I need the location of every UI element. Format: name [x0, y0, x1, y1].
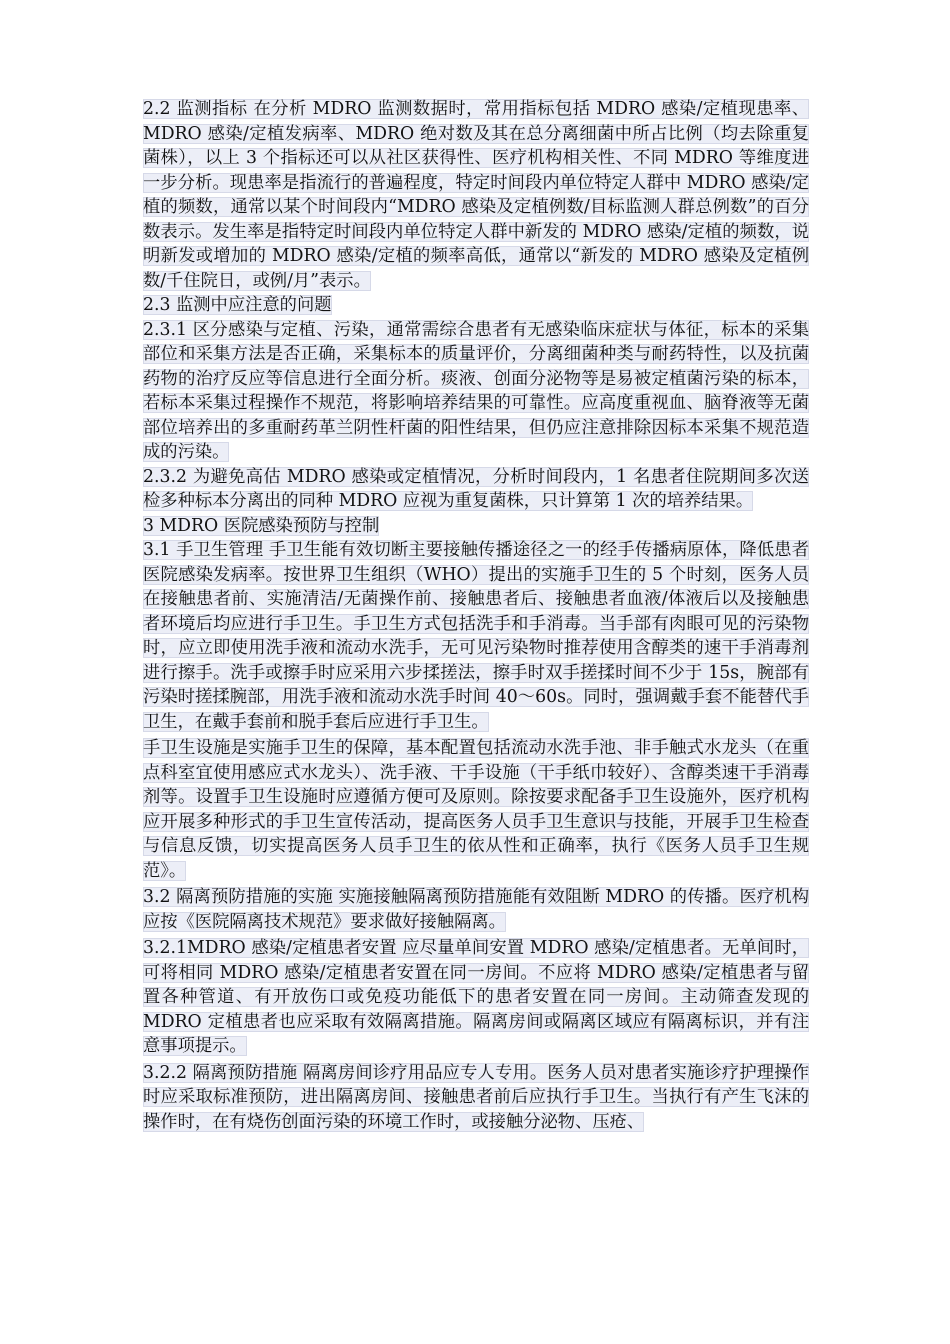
paragraph-text: 3.2.1MDRO 感染/定植患者安置 应尽量单间安置 MDRO 感染/定植患者。无单间时，可将相同 MDRO 感染/定植患者安置在同一房间。不应将 MDRO 感染/定植患者与留置各种管道、有开放伤口或免疫功能低下的患者安置在同一房间。主动筛查发现的 MDRO 定植患者也应采取有效隔离措施。隔离房间或隔离区域应有隔离标识，并有注意事项提示。 [143, 938, 809, 1056]
section-3-1-facilities-paragraph [143, 736, 809, 883]
paragraph-text: 2.2 监测指标 在分析 MDRO 监测数据时，常用指标包括 MDRO 感染/定植现患率、MDRO 感染/定植发病率、MDRO 绝对数及其在总分离细菌中所占比例（均去除重复菌株），以上 3 个指标还可以从社区获得性、医疗机构相关性、不同 MDRO 等维度进一步分析。现患率是指流行的普遍程度，特定时间段内单位特定人群中 MDRO 感染/定植的频数，通常以某个时间段内“MDRO 感染及定植例数/目标监测人群总例数”的百分数表示。发生率是指特定时间段内单位特定人群中新发的 MDRO 感染/定植的频数，说明新发或增加的 MDRO 感染/定植的频率高低，通常以“新发的 MDRO 感染及定植例数/千住院日，或例/月”表示。 [143, 99, 809, 291]
paragraph-text: 2.3.2 为避免高估 MDRO 感染或定植情况，分析时间段内，1 名患者住院期间多次送检多种标本分离出的同种 MDRO 应视为重复菌株，只计算第 1 次的培养结果。 [143, 466, 809, 511]
paragraph-text: 2.3.1 区分感染与定植、污染，通常需综合患者有无感染临床症状与体征，标本的采集部位和采集方法是否正确，采集标本的质量评价，分离细菌种类与耐药特性，以及抗菌药物的治疗反应等信息进行全面分析。痰液、创面分泌物等是易被定植菌污染的标本，若标本采集过程操作不规范，将影响培养结果的可靠性。应高度重视血、脑脊液等无菌部位培养出的多重耐药革兰阴性杆菌的阳性结果，但仍应注意排除因标本采集不规范造成的污染。 [143, 319, 809, 462]
section-2-2-paragraph [143, 97, 809, 293]
section-3-heading [143, 514, 809, 539]
paragraph-text: 3.2 隔离预防措施的实施 实施接触隔离预防措施能有效阻断 MDRO 的传播。医疗机构应按《医院隔离技术规范》要求做好接触隔离。 [143, 887, 809, 932]
document-page [143, 97, 809, 1134]
section-2-3-1-paragraph [143, 318, 809, 465]
section-2-3-2-paragraph [143, 465, 809, 514]
section-3-2-2-paragraph [143, 1061, 809, 1135]
section-3-2-1-paragraph [143, 936, 809, 1059]
paragraph-text: 3.2.2 隔离预防措施 隔离房间诊疗用品应专人专用。医务人员对患者实施诊疗护理操作时应采取标准预防，进出隔离房间、接触患者前后应执行手卫生。当执行有产生飞沫的操作时，在有烧伤创面污染的环境工作时，或接触分泌物、压疮、 [143, 1062, 809, 1132]
heading-text: 2.3 监测中应注意的问题 [143, 295, 332, 315]
paragraph-text: 手卫生设施是实施手卫生的保障，基本配置包括流动水洗手池、非手触式水龙头（在重点科室宜使用感应式水龙头）、洗手液、干手设施（干手纸巾较好）、含醇类速干手消毒剂等。设置手卫生设施时应遵循方便可及原则。除按要求配备手卫生设施外，医疗机构应开展多种形式的手卫生宣传活动，提高医务人员手卫生意识与技能，开展手卫生检查与信息反馈，切实提高医务人员手卫生的依从性和正确率，执行《医务人员手卫生规范》。 [143, 738, 809, 881]
heading-text: 3 MDRO 医院感染预防与控制 [143, 515, 380, 536]
paragraph-text: 3.1 手卫生管理 手卫生能有效切断主要接触传播途径之一的经手传播病原体，降低患者医院感染发病率。按世界卫生组织（WHO）提出的实施手卫生的 5 个时刻，医务人员在接触患者前、实施清洁/无菌操作前、接触患者后、接触患者血液/体液后以及接触患者环境后均应进行手卫生。手卫生方式包括洗手和手消毒。当手部有肉眼可见的污染物时，应立即使用洗手液和流动水洗手，无可见污染物时推荐使用含醇类的速干手消毒剂进行擦手。洗手或擦手时应采用六步揉搓法，擦手时双手搓揉时间不少于 15s，腕部有污染时搓揉腕部，用洗手液和流动水洗手时间 40～60s。同时，强调戴手套不能替代手卫生，在戴手套前和脱手套后应进行手卫生。 [143, 540, 809, 732]
section-3-2-paragraph [143, 885, 809, 934]
section-2-3-heading [143, 293, 809, 318]
section-3-1-paragraph [143, 538, 809, 734]
